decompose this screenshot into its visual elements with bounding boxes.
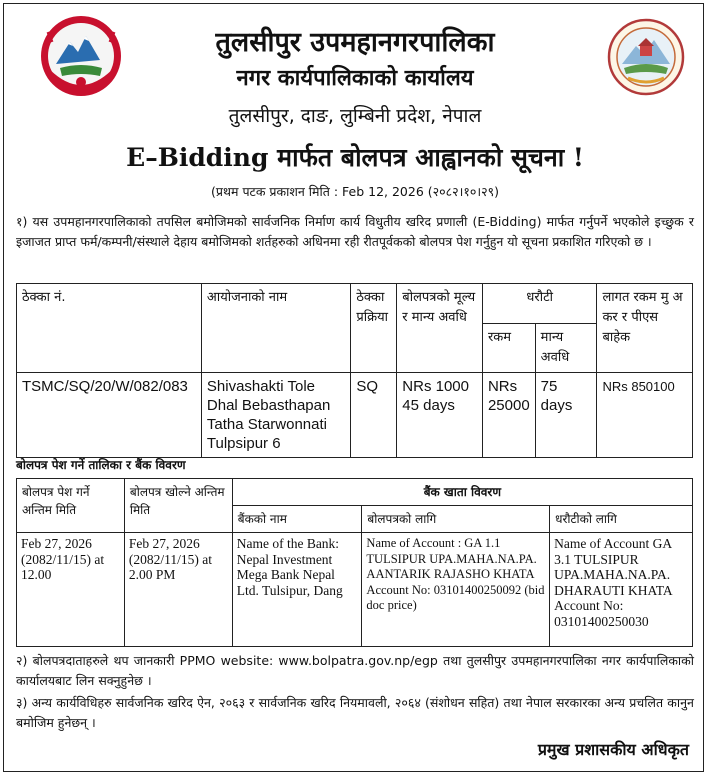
col-cost-estimate: लागत रकम मु अ कर र पीएस बाहेक [597,284,693,373]
col-bank-details: बैंक खाता विवरण [232,479,692,506]
col-open-date: बोलपत्र खोल्ने अन्तिम मिति [124,479,232,533]
col-submit-deadline: बोलपत्र पेश गर्ने अन्तिम मिति [17,479,125,533]
address-line: तुलसीपुर, दाङ, लुम्बिनी प्रदेश, नेपाल [228,105,482,127]
cell-bid-price: NRs 1000 45 days [397,373,483,458]
cell-open-date: Feb 27, 2026 (2082/11/15) at 2.00 PM [124,533,232,647]
cell-bank-name: Name of the Bank: Nepal Investment Mega Bank Nepal Ltd. Tulsipur, Dang [232,533,362,647]
col-bid-price: बोलपत्रको मूल्य र मान्य अवधि [397,284,483,373]
note-3-paragraph: ३) अन्य कार्यविधिहरु सार्वजनिक खरिद ऐन, २०६३ र सार्वजनिक खरिद नियमावली, २०६४ (संशोधन सहित) तथा नेपाल सरकारका अन्य प्रचलित कानुन बमोजिम हुनेछन् । [16,695,694,730]
signature-title: प्रमुख प्रशासकीय अधिकृत [537,740,689,759]
table-row [17,373,693,458]
cell-for-bid: Name of Account : GA 1.1 TULSIPUR UPA.MAHA.NA.PA. AANTARIK RAJASHO KHATA Account No: 03101400250092 (bid doc price) [362,533,550,647]
col-procurement: ठेक्का प्रक्रिया [351,284,397,373]
cell-for-security: Name of Account GA 3.1 TULSIPUR UPA.MAHA.NA.PA. DHARAUTI KHATA Account No: 03101400250030 [550,533,693,647]
schedule-bank-table [16,478,693,647]
publish-date: (प्रथम पटक प्रकाशन मिति : Feb 12, 2026 (२०८२।१०।२९) [211,184,499,199]
cell-security-amount: NRs 25000 [482,373,535,458]
col-for-bid: बोलपत्रको लागि [362,506,550,533]
col-bank-name: बैंकको नाम [232,506,362,533]
cell-security-validity: 75 days [535,373,597,458]
note-2-paragraph: २) बोलपत्रदाताहरुले थप जानकारी PPMO website: www.bolpatra.gov.np/egp तथा तुलसीपुर उपमहानगरपालिका नगर कार्यपालिकाको कार्यालयबाट लिन सक्नुहुनेछ । [16,653,694,688]
notice-title: E–Bidding मार्फत बोलपत्र आह्वानको सूचना ! [126,143,584,172]
cell-project-name: Shivashakti Tole Dhal Bebasthapan Tatha Starwonnati Tulpsipur 6 [201,373,350,458]
col-security-validity: मान्य अवधि [535,324,597,373]
nepal-emblem-icon [38,12,124,100]
cell-submit-deadline: Feb 27, 2026 (2082/11/15) at 12.00 [17,533,125,647]
col-security: धरौटी [482,284,596,324]
intro-paragraph: १) यस उपमहानगरपालिकाको तपसिल बमोजिमको सार्वजनिक निर्माण कार्य विधुतीय खरिद प्रणाली (E-Bidding) मार्फत गर्नुपर्ने भएकोले इच्छुक र इजाजत प्राप्त फर्म/कम्पनी/संस्थाले देहाय बमोजिमको शर्तहरुको अधिनमा रही रीतपूर्वकको बोलपत्र पेश गर्नुहुन यो सूचना प्रकाशित गरिएको छ । [16,214,694,249]
office-title: नगर कार्यपालिकाको कार्यालय [236,66,474,91]
cell-contract-no: TSMC/SQ/20/W/082/083 [17,373,202,458]
col-security-amount: रकम [482,324,535,373]
cell-procurement: SQ [351,373,397,458]
schedule-section-label: बोलपत्र पेश गर्ने तालिका र बैंक विवरण [16,458,186,472]
col-project-name: आयोजनाको नाम [201,284,350,373]
contract-table [16,283,693,458]
municipality-title: तुलसीपुर उपमहानगरपालिका [215,27,495,58]
table-row [17,533,693,647]
col-contract-no: ठेक्का नं. [17,284,202,373]
col-for-security: धरौटीको लागि [550,506,693,533]
municipality-logo-icon [606,16,686,98]
cell-cost-estimate: NRs 850100 [597,373,693,458]
